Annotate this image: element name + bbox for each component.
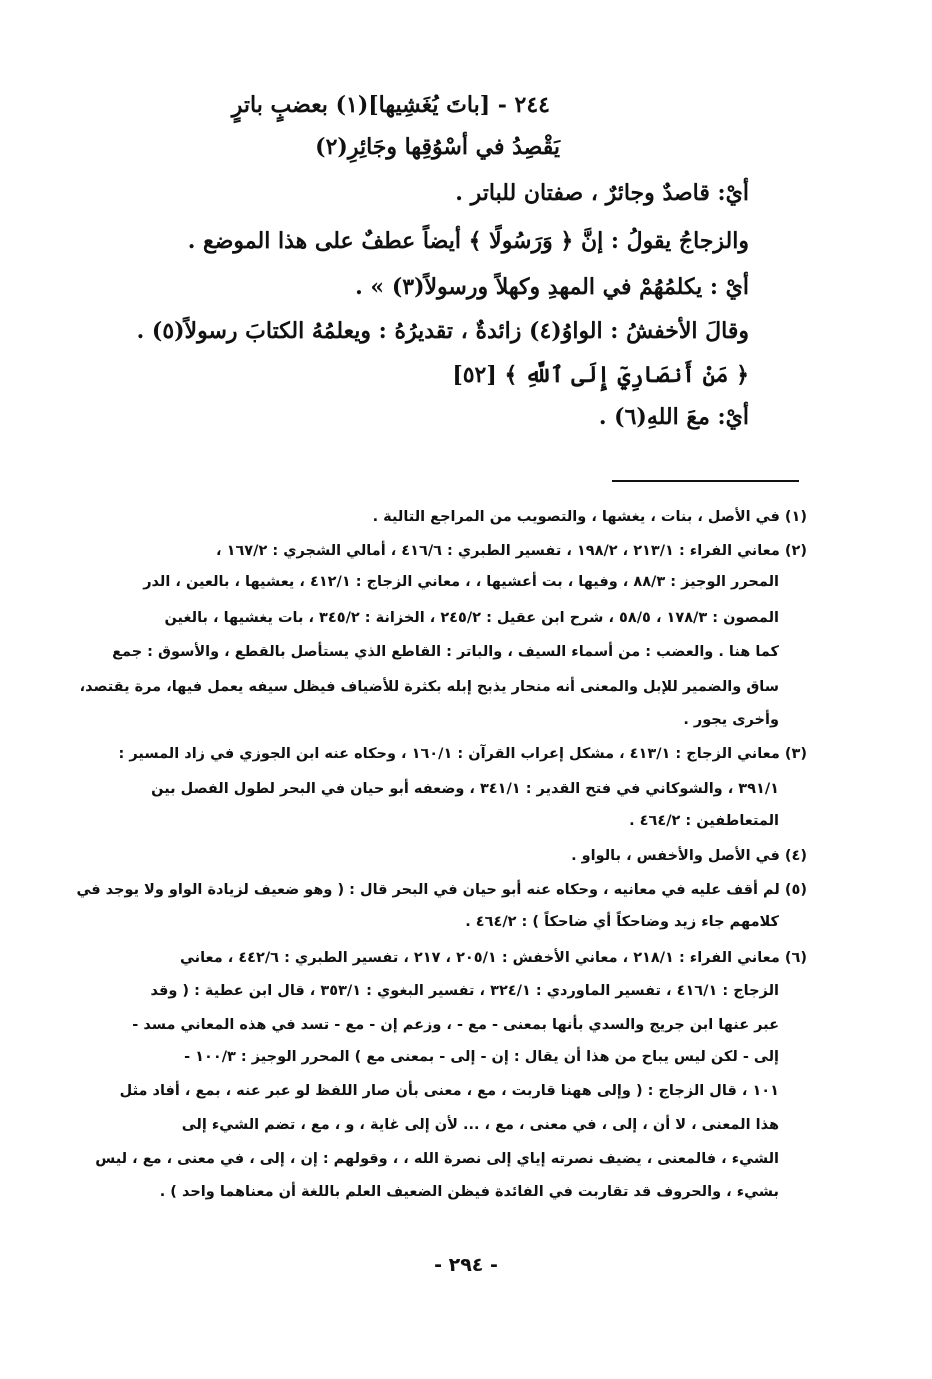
footnote-line: عبر عنها ابن جريج والسدي بأنها بمعنى - مع - ، وزعم إن - مع - تسد في هذه المعاني مسد - — [132, 1017, 779, 1033]
footnote-line: ١٠١ ، قال الزجاج : ( وإلى ههنا قاربت ، مع ، معنى بأن صار اللفظ لو عبر عنه ، بمع ، أفاد مثل — [119, 1083, 779, 1099]
quran-line: ﴿ مَنْ أَنصَارِيٓ إِلَى ٱللَّهِ ﴾ [٥٢] — [452, 362, 749, 388]
body-line-1: أيْ: قاصدٌ وجائرٌ ، صفتان للباتر . — [455, 180, 749, 206]
footnote-line: وأخرى يجور . — [683, 712, 779, 728]
footnote-line: المحرر الوجيز : ٨٨/٣ ، وفيها ، بت أعشيها ، ، معاني الزجاج : ٤١٢/١ ، يعشيها ، بالعين ، الدر — [143, 574, 779, 590]
footnote-line: (٦) معاني الفراء : ٢١٨/١ ، معاني الأخفش : ٢٠٥/١ ، ٢١٧ ، تفسير الطبري : ٤٤٢/٦ ، معاني — [179, 950, 807, 966]
footnote-line: (٤) في الأصل والأخفس ، بالواو . — [571, 848, 807, 864]
footnote-line: ساق والضمير للإبل والمعنى أنه منحار يذبح إبله بكثرة للأضياف فيظل سيفه يعمل فيها، مرة يقتصد، — [79, 679, 779, 695]
footnote-line: كما هنا . والعضب : من أسماء السيف ، والباتر : القاطع الذي يستأصل بالقطع ، والأسوق : جمع — [112, 644, 779, 660]
footnote-line: المتعاطفين : ٤٦٤/٢ . — [629, 813, 779, 829]
footnote-line: (١) في الأصل ، بنات ، يغشها ، والتصويب من المراجع التالية . — [372, 509, 807, 525]
footnote-separator — [612, 480, 799, 482]
footnote-line: ٣٩١/١ ، والشوكاني في فتح القدير : ٣٤١/١ ، وضعفه أبو حيان في البحر لطول الفصل بين — [151, 781, 779, 797]
footnote-line: المصون : ١٧٨/٣ ، ٥٨/٥ ، شرح ابن عقيل : ٢٤٥/٢ ، الخزانة : ٣٤٥/٢ ، بات يغشيها ، بالغين — [164, 610, 779, 626]
footnote-line: (٥) لم أقف عليه في معانيه ، وحكاه عنه أبو حيان في البحر قال : ( وهو ضعيف لزيادة الواو ولا يوجد في — [76, 882, 807, 898]
body-line-5: أيْ: معَ اللهِ(٦) . — [598, 404, 749, 430]
body-line-3: أيْ : يكلمُهُمْ في المهدِ وكهلاً ورسولاً(٣) » . — [355, 274, 749, 300]
verse-line-1: ٢٤٤ - [باتَ يُغَشِيها](١) بعضبٍ باترٍ — [231, 92, 550, 118]
footnote-line: إلى - لكن ليس يباح من هذا أن يقال : إن - إلى - بمعنى مع ) المحرر الوجيز : ١٠٠/٣ - — [184, 1049, 779, 1065]
footnote-line: (٢) معاني الفراء : ٢١٣/١ ، ١٩٨/٢ ، تفسير الطبري : ٤١٦/٦ ، أمالي الشجري : ١٦٧/٢ ، — [216, 543, 807, 559]
footnote-line: (٣) معاني الزجاج : ٤١٣/١ ، مشكل إعراب القرآن : ١٦٠/١ ، وحكاه عنه ابن الجوزي في زاد المسير : — [118, 746, 807, 762]
verse-line-2: يَقْصِدُ في أسْوُقِها وجَائِرِ(٢) — [315, 134, 560, 160]
footnote-line: الشيء ، فالمعنى ، يضيف نصرته إياي إلى نصرة الله ، ، وقولهم : إن ، إلى ، في معنى ، مع ، ليس — [95, 1151, 779, 1167]
page-number: - ٢٩٤ - — [434, 1254, 498, 1276]
body-line-2: والزجاجُ يقولُ : إنَّ ﴿ وَرَسُولًا ﴾ أيضاً عطفٌ على هذا الموضع . — [187, 228, 749, 254]
footnote-line: بشيء ، والحروف قد تقاربت في الفائدة فيظن الضعيف العلم باللغة أن معناهما واحد ) . — [159, 1184, 779, 1200]
footnote-line: هذا المعنى ، لا أن ، إلى ، في معنى ، مع ، ... لأن إلى غاية ، و ، مع ، تضم الشيء إلى — [181, 1117, 779, 1133]
body-line-4: وقالَ الأخفشُ : الواوُ(٤) زائدةٌ ، تقديرُهُ : ويعلمُهُ الكتابَ رسولاً(٥) . — [136, 318, 749, 344]
footnote-line: كلامهم جاء زيد وضاحكاً أي ضاحكاً ) : ٤٦٤/٢ . — [465, 914, 779, 930]
footnote-line: الزجاج : ٤١٦/١ ، تفسير الماوردي : ٣٢٤/١ ، تفسير البغوي : ٣٥٣/١ ، قال ابن عطية : ( وقد — [150, 983, 779, 999]
